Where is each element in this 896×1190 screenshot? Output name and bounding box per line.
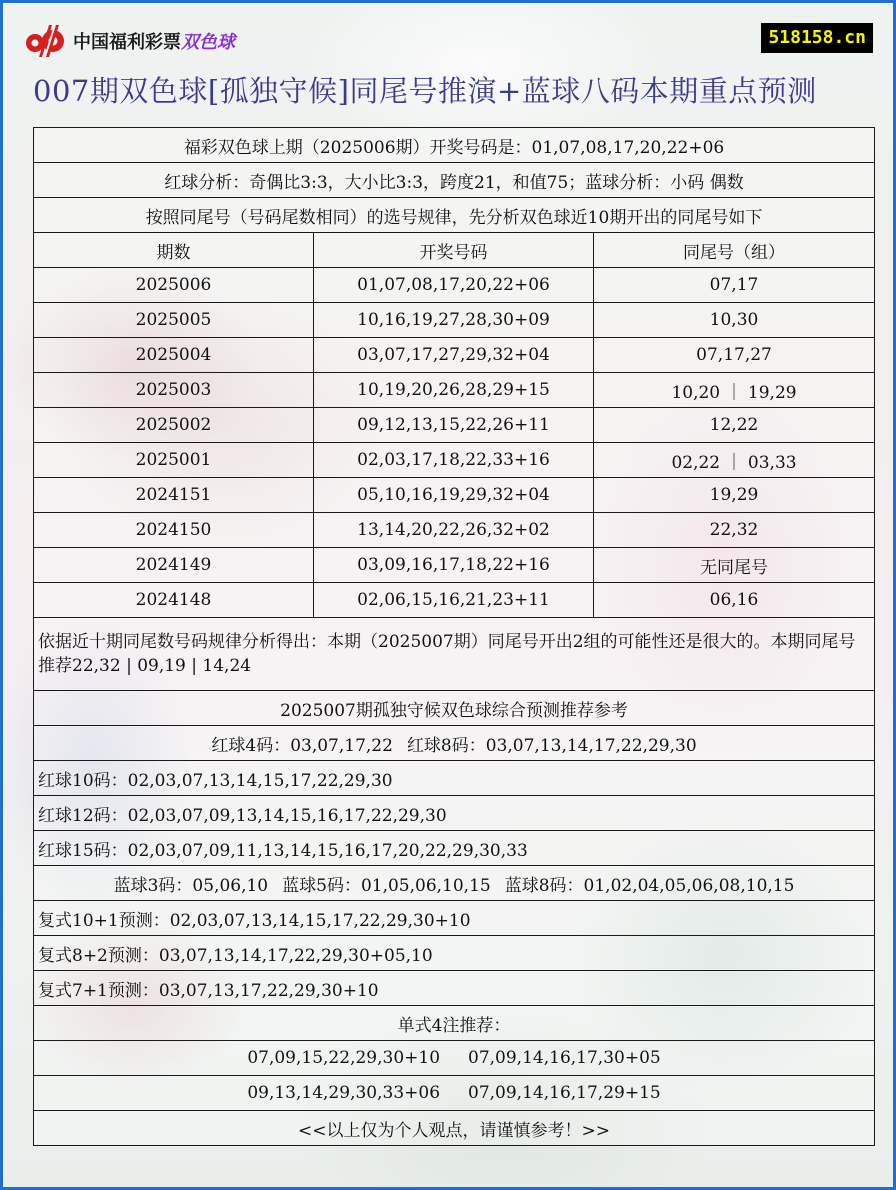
red-4-8-row (34, 726, 875, 761)
cwl-logo-icon (23, 23, 67, 59)
issue-cell: 2025006 (34, 268, 314, 303)
single-ticket-4: 07,09,14,16,17,29+15 (468, 1083, 661, 1103)
numbers-cell: 05,10,16,19,29,32+04 (314, 478, 594, 513)
single-cell-1 (34, 1041, 875, 1076)
same-tail-cell: 无同尾号 (594, 548, 875, 583)
single-row-1 (34, 1041, 875, 1076)
analysis-row (34, 163, 875, 198)
red-4-text: 红球4码：03,07,17,22 (211, 735, 393, 756)
table-row (34, 268, 875, 303)
issue-cell: 2024149 (34, 548, 314, 583)
same-tail-cell: 07,17,27 (594, 338, 875, 373)
prediction-table (33, 127, 875, 1146)
column-header-numbers: 开奖号码 (314, 233, 594, 268)
logo-org-name: 中国福利彩票 (73, 32, 181, 53)
numbers-cell: 02,06,15,16,21,23+11 (314, 583, 594, 618)
single-row-2 (34, 1076, 875, 1111)
table-row (34, 443, 875, 478)
red-12-row (34, 796, 875, 831)
fushi-10-1-row (34, 901, 875, 936)
lottery-logo (23, 23, 235, 59)
fushi-7-1-text: 复式7+1预测：03,07,13,17,22,29,30+10 (34, 971, 875, 1006)
blue-row (34, 866, 875, 901)
table-row (34, 583, 875, 618)
prediction-heading: 2025007期孤独守候双色球综合预测推荐参考 (34, 691, 875, 726)
red-8-text: 红球8码：03,07,13,14,17,22,29,30 (406, 735, 697, 756)
disclaimer-row (34, 1111, 875, 1146)
issue-cell: 2025004 (34, 338, 314, 373)
method-text: 按照同尾号（号码尾数相同）的选号规律，先分析双色球近10期开出的同尾号如下 (34, 198, 875, 233)
issue-cell: 2024150 (34, 513, 314, 548)
numbers-cell: 01,07,08,17,20,22+06 (314, 268, 594, 303)
issue-cell: 2025002 (34, 408, 314, 443)
red-10-row (34, 761, 875, 796)
blue-3-text: 蓝球3码：05,06,10 (113, 875, 269, 896)
fushi-8-2-text: 复式8+2预测：03,07,13,14,17,22,29,30+05,10 (34, 936, 875, 971)
blue-cell (34, 866, 875, 901)
same-tail-cell: 02,22 ｜ 03,33 (594, 443, 875, 478)
issue-cell: 2025001 (34, 443, 314, 478)
numbers-cell: 10,19,20,26,28,29+15 (314, 373, 594, 408)
history-header-row (34, 233, 875, 268)
red-4-8-cell (34, 726, 875, 761)
numbers-cell: 10,16,19,27,28,30+09 (314, 303, 594, 338)
disclaimer-text: <<以上仅为个人观点，请谨慎参考！>> (34, 1111, 875, 1146)
table-row (34, 338, 875, 373)
column-header-issue: 期数 (34, 233, 314, 268)
blue-8-text: 蓝球8码：01,02,04,05,06,08,10,15 (504, 875, 795, 896)
conclusion-row (34, 618, 875, 691)
single-heading-row (34, 1006, 875, 1041)
numbers-cell: 02,03,17,18,22,33+16 (314, 443, 594, 478)
issue-cell: 2025005 (34, 303, 314, 338)
same-tail-cell: 06,16 (594, 583, 875, 618)
same-tail-cell: 12,22 (594, 408, 875, 443)
single-ticket-2: 07,09,14,16,17,30+05 (468, 1048, 661, 1068)
column-header-same-tail: 同尾号（组） (594, 233, 875, 268)
table-row (34, 303, 875, 338)
conclusion-text: 依据近十期同尾数号码规律分析得出：本期（2025007期）同尾号开出2组的可能性还是很大的。本期同尾号推荐22,32 | 09,19 | 14,24 (34, 618, 875, 691)
red-15-text: 红球15码：02,03,07,09,11,13,14,15,16,17,20,22,29,30,33 (34, 831, 875, 866)
numbers-cell: 13,14,20,22,26,32+02 (314, 513, 594, 548)
same-tail-cell: 19,29 (594, 478, 875, 513)
issue-cell: 2024148 (34, 583, 314, 618)
fushi-8-2-row (34, 936, 875, 971)
prediction-heading-row (34, 691, 875, 726)
issue-cell: 2025003 (34, 373, 314, 408)
red-10-text: 红球10码：02,03,07,13,14,15,17,22,29,30 (34, 761, 875, 796)
blue-5-text: 蓝球5码：01,05,06,10,15 (282, 875, 491, 896)
fushi-10-1-text: 复式10+1预测：02,03,07,13,14,15,17,22,29,30+10 (34, 901, 875, 936)
method-row (34, 198, 875, 233)
red-12-text: 红球12码：02,03,07,09,13,14,15,16,17,22,29,30 (34, 796, 875, 831)
single-ticket-1: 07,09,15,22,29,30+10 (247, 1048, 441, 1068)
table-row (34, 408, 875, 443)
same-tail-cell: 10,30 (594, 303, 875, 338)
table-row (34, 478, 875, 513)
same-tail-cell: 10,20 ｜ 19,29 (594, 373, 875, 408)
single-heading: 单式4注推荐： (34, 1006, 875, 1041)
issue-cell: 2024151 (34, 478, 314, 513)
logo-text (73, 28, 235, 54)
last-draw-row (34, 128, 875, 163)
fushi-7-1-row (34, 971, 875, 1006)
site-badge[interactable]: 518158.cn (761, 23, 873, 53)
page-frame (3, 3, 893, 1187)
logo-product-name: 双色球 (181, 32, 235, 53)
table-row (34, 513, 875, 548)
last-draw-text: 福彩双色球上期（2025006期）开奖号码是：01,07,08,17,20,22+06 (34, 128, 875, 163)
single-ticket-3: 09,13,14,29,30,33+06 (247, 1083, 441, 1103)
same-tail-cell: 22,32 (594, 513, 875, 548)
numbers-cell: 09,12,13,15,22,26+11 (314, 408, 594, 443)
page-title: 007期双色球[孤独守候]同尾号推演+蓝球八码本期重点预测 (33, 74, 817, 108)
numbers-cell: 03,07,17,27,29,32+04 (314, 338, 594, 373)
analysis-text: 红球分析：奇偶比3:3，大小比3:3，跨度21，和值75；蓝球分析：小码 偶数 (34, 163, 875, 198)
same-tail-cell: 07,17 (594, 268, 875, 303)
table-row (34, 373, 875, 408)
numbers-cell: 03,09,16,17,18,22+16 (314, 548, 594, 583)
red-15-row (34, 831, 875, 866)
table-row (34, 548, 875, 583)
single-cell-2 (34, 1076, 875, 1111)
